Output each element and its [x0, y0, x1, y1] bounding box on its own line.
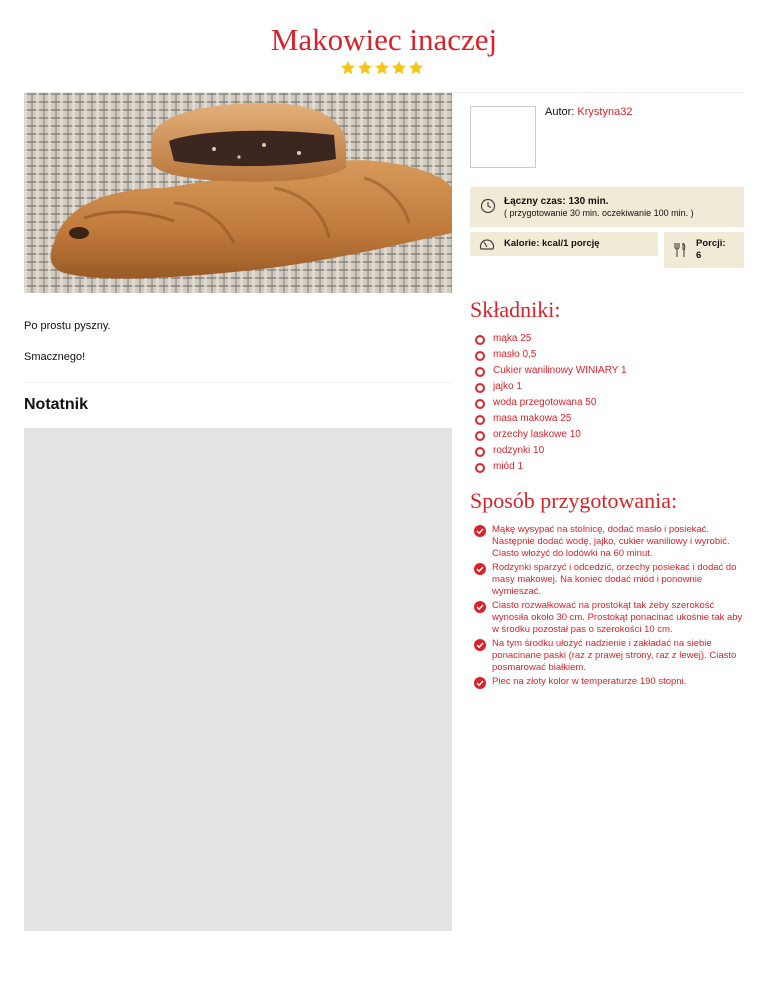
ingredient-text: jajko 1 [493, 381, 522, 392]
ingredients-list [474, 333, 627, 477]
description-line: Po prostu pyszny. [24, 320, 111, 332]
star-icon [391, 60, 407, 76]
step-text: Ciasto rozwałkować na prostokąt tak żeby szerokość wynosiła około 30 cm. Prostokąt ponacinać ukośnie tak aby w środku pozostał pas o szerokości 10 cm. [492, 600, 743, 635]
star-icon [357, 60, 373, 76]
author-line [545, 106, 632, 118]
time-info [470, 187, 744, 227]
ingredient-text: masło 0,5 [493, 349, 537, 360]
list-item [474, 600, 746, 636]
ingredient-text: masa makowa 25 [493, 413, 572, 424]
rating-stars [340, 60, 424, 78]
ring-bullet-icon [475, 399, 485, 409]
ring-bullet-icon [475, 415, 485, 425]
step-text: Rodzynki sparzyć i odcedzić, orzechy posiekać i dodać do masy makowej. Na koniec dodać miód i ponownie wymieszać. [492, 562, 737, 597]
section-divider [24, 382, 452, 383]
gauge-icon [479, 237, 495, 251]
ingredient-text: mąka 25 [493, 333, 532, 344]
calories-text: Kalorie: kcal/1 porcję [504, 238, 600, 249]
ring-bullet-icon [475, 351, 485, 361]
list-item [474, 397, 627, 413]
total-time: Łączny czas: 130 min. [504, 196, 609, 207]
check-circle-icon [474, 601, 486, 613]
list-item [474, 445, 627, 461]
check-circle-icon [474, 639, 486, 651]
ring-bullet-icon [475, 463, 485, 473]
ingredients-heading: Składniki: [470, 297, 561, 322]
list-item [474, 381, 627, 397]
ring-bullet-icon [475, 367, 485, 377]
portions-value: 6 [696, 250, 702, 261]
ingredient-text: woda przegotowana 50 [493, 397, 597, 408]
fork-knife-icon [673, 242, 687, 258]
list-item [474, 524, 746, 560]
list-item [474, 365, 627, 381]
list-item [474, 429, 627, 445]
check-circle-icon [474, 525, 486, 537]
notes-title: Notatnik [24, 396, 88, 413]
step-text: Mąkę wysypać na stolnicę, dodać masło i posiekać. Następnie dodać wodę, jajko, cukier waniliowy i wyrobić. Ciasto włożyć do lodówki na 60 minut. [492, 524, 730, 559]
star-icon [374, 60, 390, 76]
list-item [474, 413, 627, 429]
ingredient-text: Cukier wanilinowy WINIARY 1 [493, 365, 627, 376]
portions-info [664, 232, 744, 268]
star-icon [408, 60, 424, 76]
description-line: Smacznego! [24, 351, 86, 363]
time-details: ( przygotowanie 30 min. oczekiwanie 100 min. ) [504, 208, 694, 218]
ring-bullet-icon [475, 383, 485, 393]
ring-bullet-icon [475, 447, 485, 457]
notes-area[interactable] [24, 428, 452, 931]
step-text: Na tym środku ułożyć nadzienie i zakładać na siebie ponacinane paski (raz z prawej strony, raz z lewej). Ciasto posmarować białkiem. [492, 638, 737, 673]
check-circle-icon [474, 677, 486, 689]
step-text: Piec na złoty kolor w temperaturze 190 stopni. [492, 676, 687, 687]
clock-icon [480, 198, 496, 214]
list-item [474, 562, 746, 598]
star-icon [340, 60, 356, 76]
author-avatar [470, 106, 536, 168]
preparation-heading: Sposób przygotowania: [470, 488, 678, 513]
calories-info [470, 232, 658, 256]
recipe-title: Makowiec inaczej [270, 22, 498, 57]
list-item [474, 333, 627, 349]
list-item [474, 676, 746, 688]
ring-bullet-icon [475, 431, 485, 441]
author-name-link[interactable]: Krystyna32 [577, 106, 633, 118]
check-circle-icon [474, 563, 486, 575]
list-item [474, 461, 627, 477]
ingredient-text: orzechy laskowe 10 [493, 429, 581, 440]
ingredient-text: rodzynki 10 [493, 445, 545, 456]
portions-label: Porcji: [696, 238, 726, 249]
author-label: Autor: [545, 106, 575, 118]
list-item [474, 638, 746, 674]
ring-bullet-icon [475, 335, 485, 345]
ingredient-text: miód 1 [493, 461, 524, 472]
preparation-steps [474, 524, 746, 690]
list-item [474, 349, 627, 365]
recipe-photo [24, 93, 452, 293]
